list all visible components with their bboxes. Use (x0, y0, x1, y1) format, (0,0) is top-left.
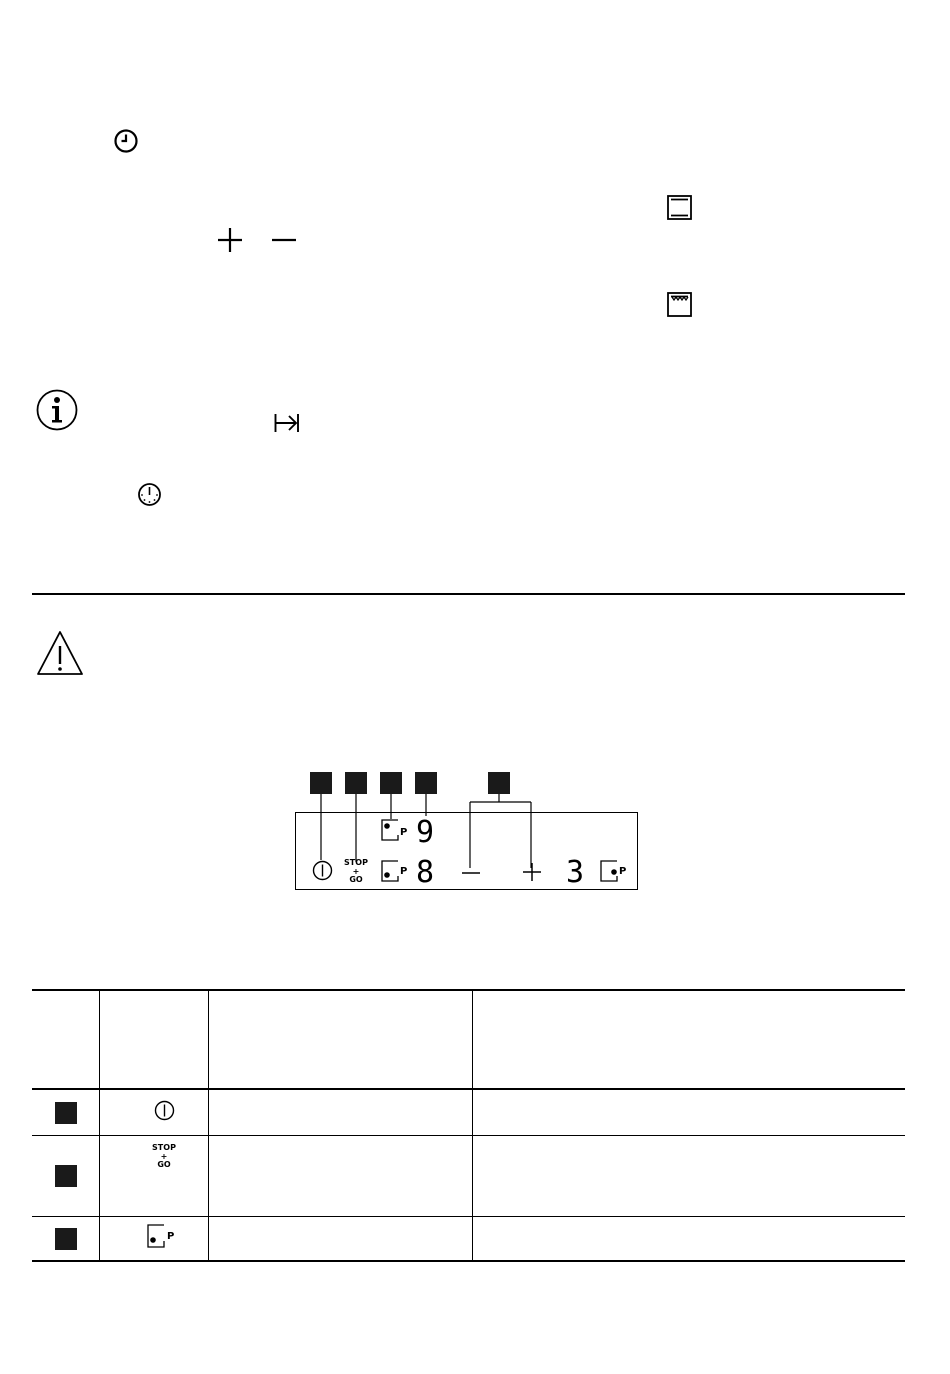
on-off-button[interactable] (312, 860, 333, 881)
row-marker-2 (55, 1165, 77, 1187)
callout-marker-3 (380, 772, 402, 794)
row-marker-3 (55, 1228, 77, 1250)
oven-top-bottom-heat-icon (667, 195, 692, 220)
table-row-rule (32, 1216, 905, 1217)
callout-marker-5 (488, 772, 510, 794)
header-cell-comment (473, 991, 905, 1088)
on-off-icon (154, 1100, 175, 1121)
stop-go-line3: GO (157, 1160, 171, 1169)
callout-marker-4 (415, 772, 437, 794)
table-row-rule (32, 1135, 905, 1136)
minus-icon (271, 227, 297, 253)
plus-icon (217, 227, 243, 253)
header-cell-number (32, 991, 99, 1088)
stop-go-button[interactable] (343, 859, 369, 885)
stop-go-line2: + (352, 866, 360, 876)
header-cell-function (209, 991, 472, 1088)
power-level-digit: 3 (566, 855, 585, 890)
pause-button-bottom[interactable] (381, 860, 411, 882)
control-panel (295, 812, 638, 890)
plus-button[interactable] (523, 863, 541, 881)
p-label: P (400, 827, 408, 838)
table-bottom-rule (32, 1260, 905, 1262)
warning-icon (36, 630, 84, 676)
timer-clock-icon (137, 482, 162, 507)
oven-grill-icon (667, 292, 692, 317)
minus-button[interactable] (462, 871, 480, 875)
stop-go-line3: GO (349, 875, 363, 884)
section-divider (32, 593, 905, 595)
callout-marker-2 (345, 772, 367, 794)
pause-button-right[interactable] (600, 860, 630, 882)
p-label: P (167, 1231, 175, 1242)
row-marker-1 (55, 1102, 77, 1124)
p-label: P (619, 866, 627, 877)
skip-to-end-icon (274, 412, 300, 434)
stop-go-line2: + (160, 1151, 168, 1161)
info-icon (36, 389, 78, 431)
table-header-rule (32, 1088, 905, 1090)
header-cell-sensor-field (100, 991, 208, 1088)
stop-go-icon (151, 1144, 177, 1170)
pause-p-icon (147, 1224, 177, 1248)
stop-go-line1: STOP (152, 1143, 176, 1152)
clock-icon (113, 128, 139, 154)
callout-marker-1 (310, 772, 332, 794)
sensor-field-table (32, 989, 905, 1263)
stop-go-line1: STOP (344, 858, 368, 867)
p-label: P (400, 866, 408, 877)
pause-button-top[interactable] (381, 819, 411, 841)
top-display-digit: 9 (416, 815, 435, 850)
bottom-display-digit: 8 (416, 855, 435, 890)
